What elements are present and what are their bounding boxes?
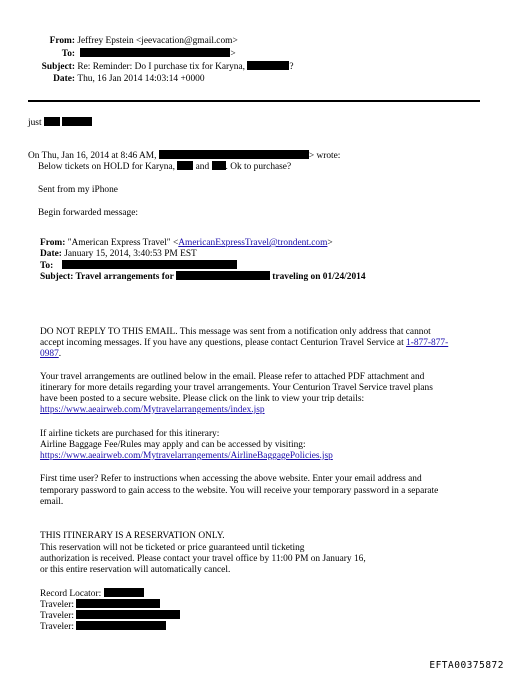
body-p5-line3: authorization is received. Please contact your travel office by 11:00 PM on January 16, xyxy=(40,554,366,564)
header-divider xyxy=(28,100,480,102)
fwd-date-value: January 15, 2014, 3:40:53 PM EST xyxy=(64,249,197,259)
body-p2-line2: itinerary for more details regarding your travel arrangements. Your Centurion Travel Service travel plans xyxy=(40,383,433,393)
header-subject-label: Subject: xyxy=(41,62,75,72)
redaction-box xyxy=(104,588,144,597)
redaction-box xyxy=(62,117,92,126)
header-subject-value: Re: Reminder: Do I purchase tix for Karyna, xyxy=(77,62,245,72)
redaction-box xyxy=(76,599,160,608)
redaction-box xyxy=(176,271,270,280)
body-p3-line2: Airline Baggage Fee/Rules may apply and can be accessed by visiting: xyxy=(40,440,306,450)
body-p1-line1: DO NOT REPLY TO THIS EMAIL. This message was sent from a notification only address that cannot xyxy=(40,327,431,337)
fwd-subject-row xyxy=(40,271,366,283)
reply-hold-text-a: Below tickets on HOLD for Karyna, xyxy=(38,162,175,172)
fwd-from-row xyxy=(40,238,333,249)
reply-hold-line xyxy=(38,161,291,173)
body-p4-line1: First time user? Refer to instructions when accessing the above website. Enter your email address and xyxy=(40,474,422,484)
header-to-label: To: xyxy=(61,49,75,59)
trip-details-link[interactable]: https://www.aeairweb.com/Mytravelarrangements/index.jsp xyxy=(40,405,265,415)
header-date-value: Thu, 16 Jan 2014 14:03:14 +0000 xyxy=(77,74,205,84)
fwd-subject-value: Travel arrangements for xyxy=(75,272,174,282)
header-subject-tail: ? xyxy=(289,62,294,72)
redaction-box xyxy=(212,161,226,170)
body-p5-line2: This reservation will not be ticketed or price guaranteed until ticketing xyxy=(40,543,305,553)
redaction-box xyxy=(159,150,309,159)
phone-link[interactable]: 1-877-877- xyxy=(406,338,449,348)
traveler-label: Traveler: xyxy=(40,600,75,610)
fwd-date-row xyxy=(40,249,197,260)
fwd-subject-label: Subject: xyxy=(40,272,74,282)
body-p2-line3: have been posted to a secure website. Please click on the link to view your trip details: xyxy=(40,394,365,404)
redaction-box xyxy=(44,117,60,126)
body-p5-line1: THIS ITINERARY IS A RESERVATION ONLY. xyxy=(40,531,225,541)
body-p1-end: . xyxy=(58,349,62,359)
phone-link-continued[interactable]: 0987 xyxy=(40,349,59,359)
body-p1-line3 xyxy=(40,349,61,360)
body-p4-line2: temporary password to gain access to the website. You will receive your temporary password in a separate xyxy=(40,486,439,496)
fwd-to-label: To: xyxy=(40,261,54,271)
body-p1-line2 xyxy=(40,338,448,349)
reply-just-line xyxy=(28,117,92,129)
reply-just-text: just xyxy=(28,118,42,128)
traveler-label: Traveler: xyxy=(40,611,75,621)
baggage-policy-link[interactable]: https://www.aeairweb.com/Mytravelarrangements/AirlineBaggagePolicies.jsp xyxy=(40,451,333,461)
header-to-tail: > xyxy=(230,49,236,59)
body-p3-line1: If airline tickets are purchased for this itinerary: xyxy=(40,429,220,439)
reply-wrote-suffix: > wrote: xyxy=(308,151,341,161)
redaction-box xyxy=(80,48,230,57)
fwd-from-email-link[interactable]: AmericanExpressTravel@trondent.com xyxy=(178,238,328,248)
traveler-row xyxy=(40,621,166,633)
body-p1-line2-text: accept incoming messages. If you have any questions, please contact Centurion Travel Service at xyxy=(40,338,407,348)
body-p5-line4: or this entire reservation will automatically cancel. xyxy=(40,565,231,575)
header-subject-row xyxy=(28,61,294,73)
redaction-box xyxy=(247,61,289,70)
reply-hold-and: and xyxy=(195,162,210,172)
reply-begin-forwarded: Begin forwarded message: xyxy=(38,208,138,218)
fwd-subject-tail: traveling on 01/24/2014 xyxy=(272,272,366,282)
fwd-from-name: "American Express Travel" < xyxy=(67,238,179,248)
header-from-row xyxy=(28,36,238,47)
fwd-from-label: From: xyxy=(40,238,66,248)
reply-sent-from: Sent from my iPhone xyxy=(38,185,118,195)
header-from-value: Jeffrey Epstein <jeevacation@gmail.com> xyxy=(77,36,238,46)
header-date-label: Date: xyxy=(53,74,75,84)
reply-hold-text-b: . Ok to purchase? xyxy=(225,162,292,172)
redaction-box xyxy=(62,260,237,269)
redaction-box xyxy=(76,610,180,619)
redaction-box xyxy=(177,161,193,170)
redaction-box xyxy=(76,621,166,630)
reply-wrote-prefix: On Thu, Jan 16, 2014 at 8:46 AM, xyxy=(28,151,157,161)
document-id: EFTA00375872 xyxy=(429,660,504,671)
record-locator-label: Record Locator: xyxy=(40,589,102,599)
fwd-from-close: > xyxy=(327,238,333,248)
header-to-row xyxy=(28,48,236,60)
header-date-row xyxy=(28,74,205,85)
traveler-label: Traveler: xyxy=(40,622,75,632)
body-p4-line3: email. xyxy=(40,497,64,507)
body-p2-line1: Your travel arrangements are outlined below in the email. Please refer to attached PDF attachment and xyxy=(40,372,425,382)
fwd-date-label: Date: xyxy=(40,249,62,259)
header-from-label: From: xyxy=(49,36,75,46)
